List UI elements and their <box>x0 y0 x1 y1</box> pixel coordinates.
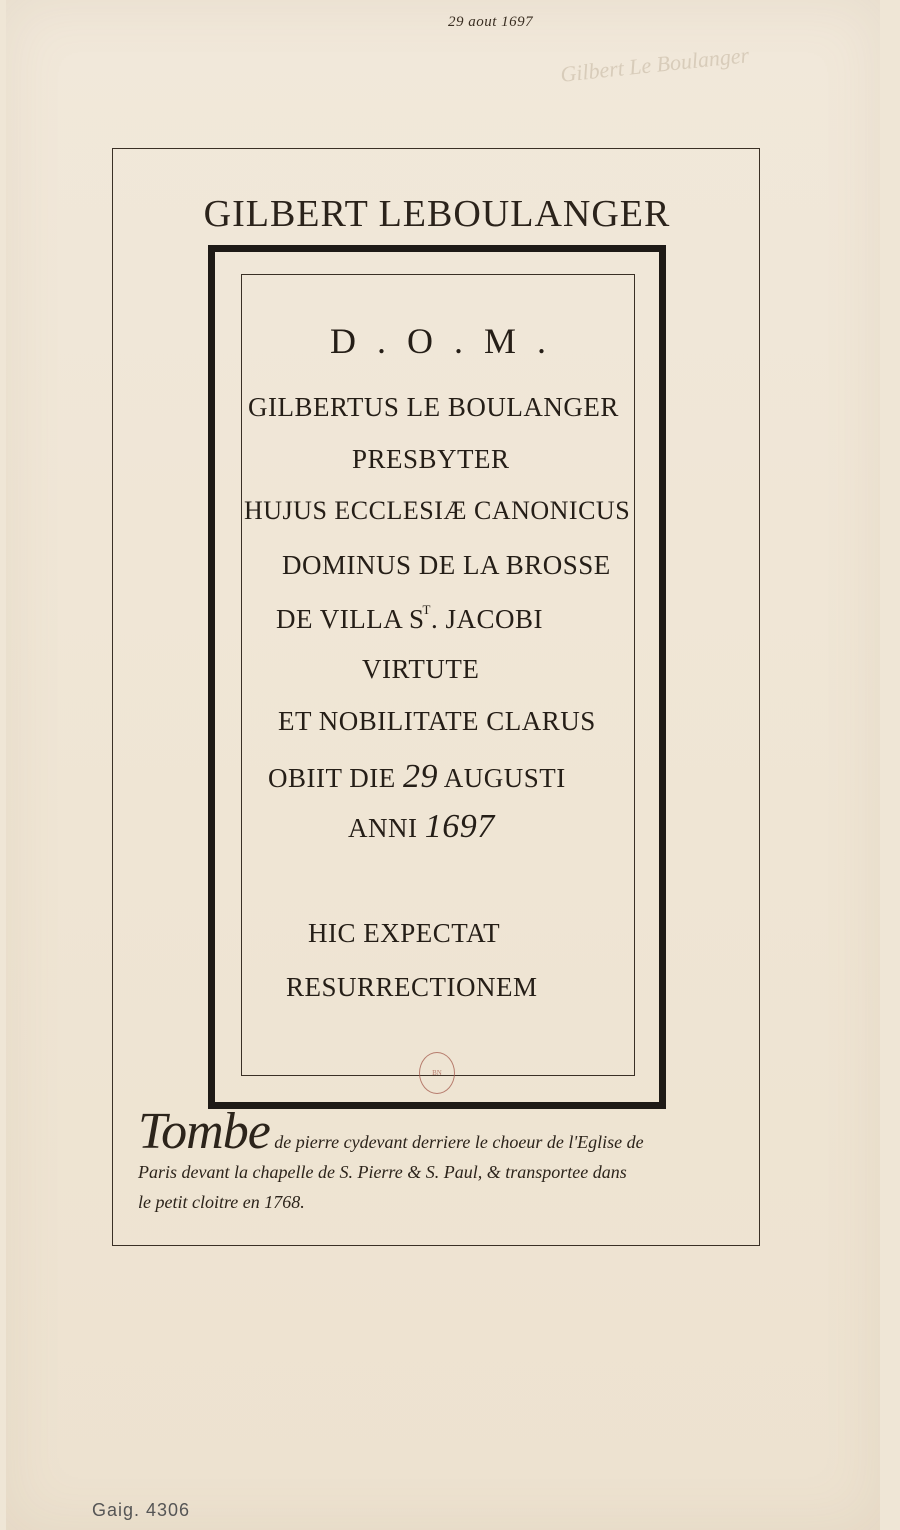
caption-line-3: le petit cloitre en 1768. <box>138 1192 305 1212</box>
inscription-line-11: RESURRECTIONEM <box>286 972 538 1002</box>
top-date-note: 29 aout 1697 <box>448 14 534 30</box>
caption-line-2: Paris devant la chapelle de S. Pierre & S. Paul, & transportee dans <box>138 1162 627 1182</box>
inscription-day: 29 <box>402 758 438 795</box>
caption-lead-word: Tombe <box>138 1103 270 1160</box>
inscription-line-1: GILBERTUS LE BOULANGER <box>248 392 619 422</box>
inscription-line-7: ET NOBILITATE CLARUS <box>278 706 596 736</box>
caption-line-1-text: de pierre cydevant derriere le choeur de l'Eglise de <box>274 1132 644 1152</box>
inscription-line-5a: DE VILLA S <box>276 604 425 634</box>
inscription-line-6: VIRTUTE <box>362 654 480 684</box>
inscription-line-4: DOMINUS DE LA BROSSE <box>282 550 611 580</box>
caption-line-1 <box>138 1103 738 1160</box>
inscription-dom: D . O . M . <box>330 321 553 361</box>
shelfmark: Gaig. 4306 <box>92 1500 191 1520</box>
inscription-line-5b: . JACOBI <box>430 604 543 634</box>
inscription-line-9 <box>348 808 495 846</box>
inscription-line-3: HUJUS ECCLESIÆ CANONICUS <box>244 496 631 525</box>
library-stamp: BN <box>419 1052 455 1094</box>
inscription-line-5-sup: T <box>422 602 431 617</box>
inscription-line-9a: ANNI <box>348 813 418 843</box>
inscription-line-8b: AUGUSTI <box>443 763 566 793</box>
inscription-line-8 <box>268 758 566 796</box>
inscription-line-10: HIC EXPECTAT <box>308 918 501 948</box>
faded-pencil-note: Gilbert Le Boulanger <box>559 42 751 87</box>
inscription-line-2: PRESBYTER <box>352 444 510 474</box>
inscription-line-5 <box>276 602 543 635</box>
inscription-line-8a: OBIIT DIE <box>268 763 396 793</box>
page-title: GILBERT LEBOULANGER <box>203 193 671 235</box>
caption-text <box>138 1103 738 1217</box>
inscription-year: 1697 <box>424 808 495 845</box>
